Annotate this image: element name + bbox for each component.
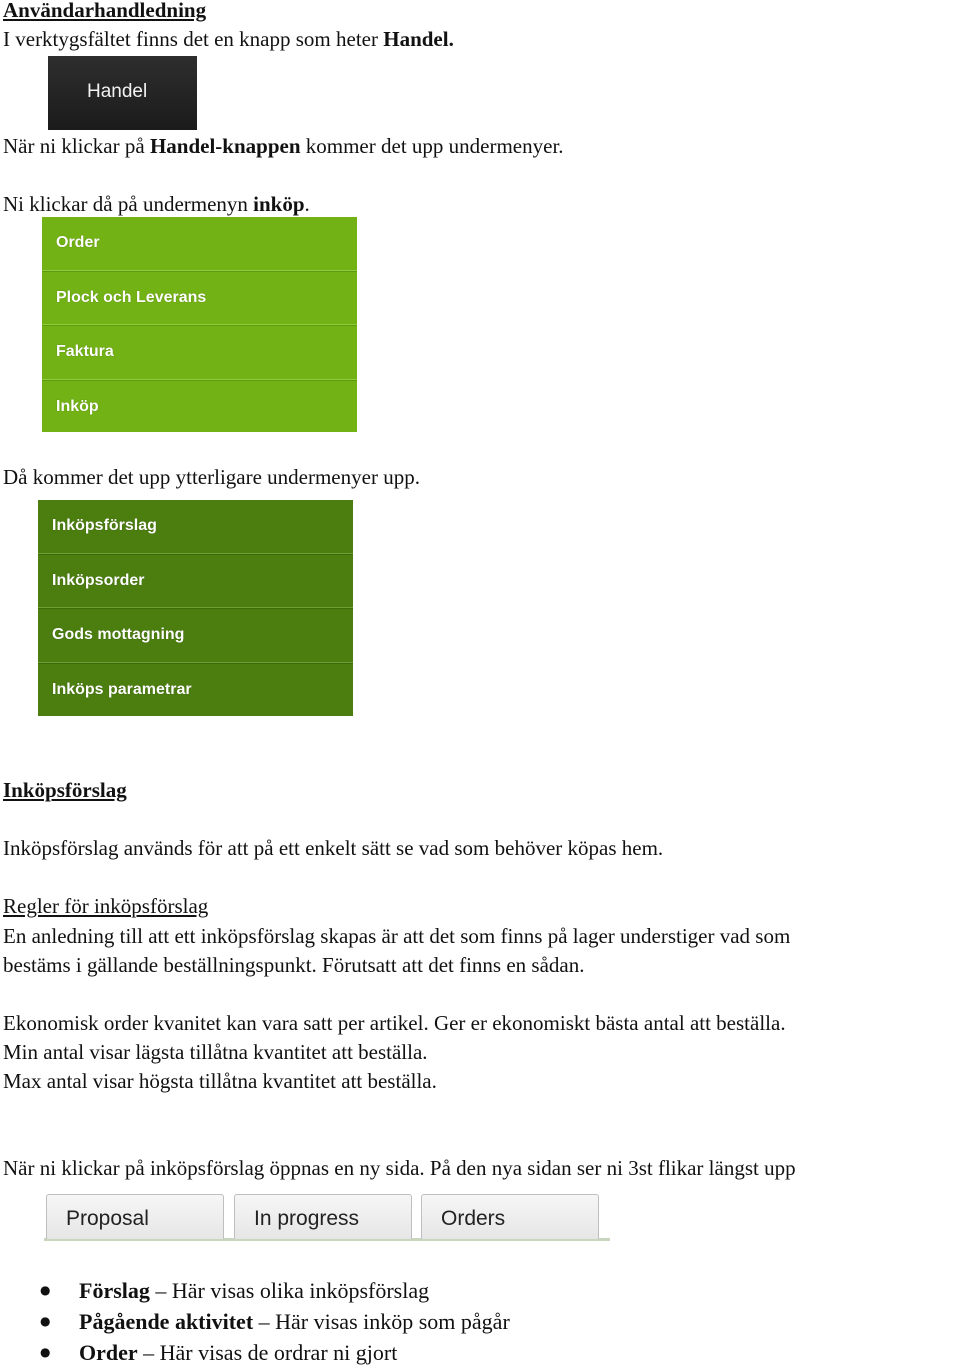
page-title: Användarhandledning xyxy=(3,0,207,22)
menu-item-label: Order xyxy=(56,234,100,251)
tab-label: Proposal xyxy=(66,1207,149,1230)
intro-paragraph: I verktygsfältet finns det en knapp som heter Handel. xyxy=(3,27,454,51)
menu-item-label: Inköps parametrar xyxy=(52,681,192,698)
new-page-paragraph: När ni klickar på inköpsförslag öppnas en ny sida. På den nya sidan ser ni 3st flikar längst upp xyxy=(3,1156,796,1180)
bullet-icon: ● xyxy=(40,1283,51,1297)
click-inkop-paragraph: Ni klickar då på undermenyn inköp. xyxy=(3,192,310,216)
tab-label: In progress xyxy=(254,1207,360,1230)
menu-item-faktura[interactable] xyxy=(42,326,357,380)
section-description: Inköpsförslag används för att på ett enkelt sätt se vad som behöver köpas hem. xyxy=(3,836,664,860)
menu-item-label: Plock och Leverans xyxy=(56,289,207,306)
menu-item-gods-mottagning[interactable] xyxy=(38,609,353,663)
tab-proposal[interactable] xyxy=(46,1194,224,1239)
handel-button[interactable] xyxy=(48,56,197,130)
rules-line: En anledning till att ett inköpsförslag skapas är att det som finns på lager understiger vad som xyxy=(3,924,791,948)
eoq-line: Min antal visar lägsta tillåtna kvantitet att beställa. xyxy=(3,1040,428,1064)
tab-in-progress[interactable] xyxy=(234,1194,412,1239)
list-item: ● Förslag – Här visas olika inköpsförslag xyxy=(0,1275,700,1306)
menu-item-label: Gods mottagning xyxy=(52,626,185,643)
section-heading: Inköpsförslag xyxy=(3,778,127,802)
tab-bar xyxy=(44,1188,614,1242)
eoq-line: Max antal visar högsta tillåtna kvantitet att beställa. xyxy=(3,1069,437,1093)
menu-item-label: Inköpsförslag xyxy=(52,517,157,534)
menu-item-inkopsorder[interactable] xyxy=(38,555,353,609)
menu-item-inkop[interactable] xyxy=(42,381,357,435)
menu-item-label: Inköpsorder xyxy=(52,572,145,589)
eoq-line: Ekonomisk order kvanitet kan vara satt per artikel. Ger er ekonomiskt bästa antal att beställa. xyxy=(3,1011,786,1035)
menu-item-order[interactable] xyxy=(42,217,357,271)
handel-button-label: Handel xyxy=(87,81,148,102)
rules-line: bestäms i gällande beställningspunkt. Förutsatt att det finns en sådan. xyxy=(3,953,585,977)
tab-orders[interactable] xyxy=(421,1194,599,1239)
handel-submenu xyxy=(42,217,357,432)
menu-item-plock-och-leverans[interactable] xyxy=(42,272,357,326)
bullet-icon: ● xyxy=(40,1314,51,1328)
click-handel-paragraph: När ni klickar på Handel-knappen kommer det upp undermenyer. xyxy=(3,134,564,158)
menu-item-inkops-parametrar[interactable] xyxy=(38,664,353,718)
bullet-icon: ● xyxy=(40,1345,51,1359)
menu-item-label: Inköp xyxy=(56,398,99,415)
tab-label: Orders xyxy=(441,1207,506,1230)
list-item: ● Order – Här visas de ordrar ni gjort xyxy=(0,1337,700,1368)
menu-item-inkopsforslag[interactable] xyxy=(38,500,353,554)
menu-item-label: Faktura xyxy=(56,343,114,360)
more-menus-paragraph: Då kommer det upp ytterligare undermenyer upp. xyxy=(3,465,420,489)
inkop-submenu xyxy=(38,500,353,716)
list-item: ● Pågående aktivitet – Här visas inköp som pågår xyxy=(0,1306,700,1337)
rules-heading: Regler för inköpsförslag xyxy=(3,894,209,918)
